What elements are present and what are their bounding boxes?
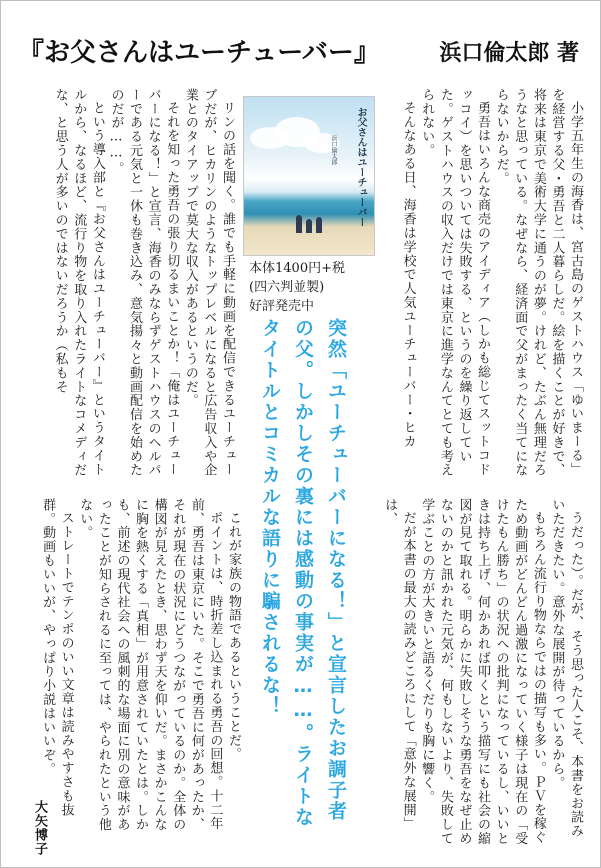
book-cover-title: お父さんはユーチューバー [355, 107, 366, 227]
author-byline: 浜口倫太郎 著 [439, 40, 579, 66]
review-column-bottom-right [358, 498, 584, 848]
paragraph: 小学五年生の海香は、宮古島のゲストハウス「ゆいまーる」を経営する父・勇吾と二人暮らしだ。絵を描くことが好きで、将来は東京で美術大学に通うのが夢。けれど、たぶん無理だろうなと思っている。なぜなら、経済面で父がまったく当てにならないからだ。 [493, 88, 583, 478]
paragraph: うだった）。だが、そう思った人こそ、本書をお読みいただきたい。意外な展開が待っているから。 [549, 498, 583, 839]
book-title-heading: 『お父さんはユーチューバー』 [18, 38, 380, 68]
paragraph: それを知った勇吾の張り切るまいことか！「俺はユーチューバーになる！」と宣言、海香のみならずゲストハウスのヘルパーである元気と一休も巻き込み、意気揚々と動画配信を始めたのだが……。 [108, 88, 180, 478]
review-column-top-right [374, 88, 584, 483]
paragraph: リンの話を聞く。誰でも手軽に動画を配信できるユーチューブだが、ヒカリンのようなトップレベルになると広告収入や企業とのタイアップで莫大な収入があるというのだ。 [182, 88, 235, 478]
paragraph: という導入部と『お父さんはユーチューバー』というタイトルから、なるほど、流行り物を取り入れたライトなコメディだな、と思う人が多いのではないだろうか（私もそ [52, 88, 105, 478]
paragraph: ポイントは、時折差し込まれる勇吾の回想。十二年前、勇吾は東京にいた。そこで勇吾に何があったか、それが現在の状況にどうつながっているのか。全体の構図が見えたとき、思わず天を仰いだ。まさかこんなに胸を熱くする「真相」が用意されていたとは。しかも、前述の現代社会への風刺的な場面に別の意味があったことが知らされるに至っては、やられたという他ない。 [77, 498, 223, 832]
paragraph: ストレートでテンポのいい文章は読みやすさも抜群。動画もいいが、やっぱり小説はいいぞ。 [40, 498, 74, 817]
paragraph: 勇吾はいろんな商売のアイディア（しかも総じてスットコドッコイ）を思いついては失敗する、というのを繰り返していた。ゲストハウスの収入だけでは東京に進学なんてとても考えられない。 [419, 88, 491, 478]
book-cover-image [243, 96, 375, 256]
format-label: (四六判並製) [249, 280, 325, 295]
price-info [249, 259, 369, 316]
pull-quote-callout: 突然「ユーチューバーになる！」と宣言したお調子者の父。しかしその裏には感動の事実が……。ライトなタイトルとコミカルな語りに騙されるな！ [259, 318, 347, 828]
paragraph: だが本書の最大の読みどころにして「意外な展開」は、 [382, 498, 416, 831]
review-column-top-left [14, 88, 236, 483]
release-label: 好評発売中 [249, 299, 315, 314]
paragraph: これが家族の物語であるということだ。 [226, 511, 241, 762]
reviewer-signature: 大矢博子 [32, 800, 47, 856]
book-cover-author: 浜口倫太郎 [330, 135, 337, 165]
review-column-bottom-left [14, 498, 242, 836]
paragraph: そんなある日、海香は学校で人気ユーチューバー・ヒカ [400, 101, 416, 449]
book-cover-figures [290, 207, 330, 233]
paragraph: もちろん流行り物ならではの描写も多い。ＰＶを稼ぐため動画がどんどん過激になっていく様子は現在の「受けたもん勝ち」の状況への批判になっているし、いいときは持ち上げ、何かあれば叩くという描写にも社会の縮図が見て取れる。明らかに失敗しそうな勇吾をなぜ止めないのかと訊かれた元気が、何もしないより、失敗して学ぶことの方が大きいと語るくだりも胸に響く。 [419, 498, 546, 846]
price-label: 本体1400円+税 [249, 261, 345, 276]
